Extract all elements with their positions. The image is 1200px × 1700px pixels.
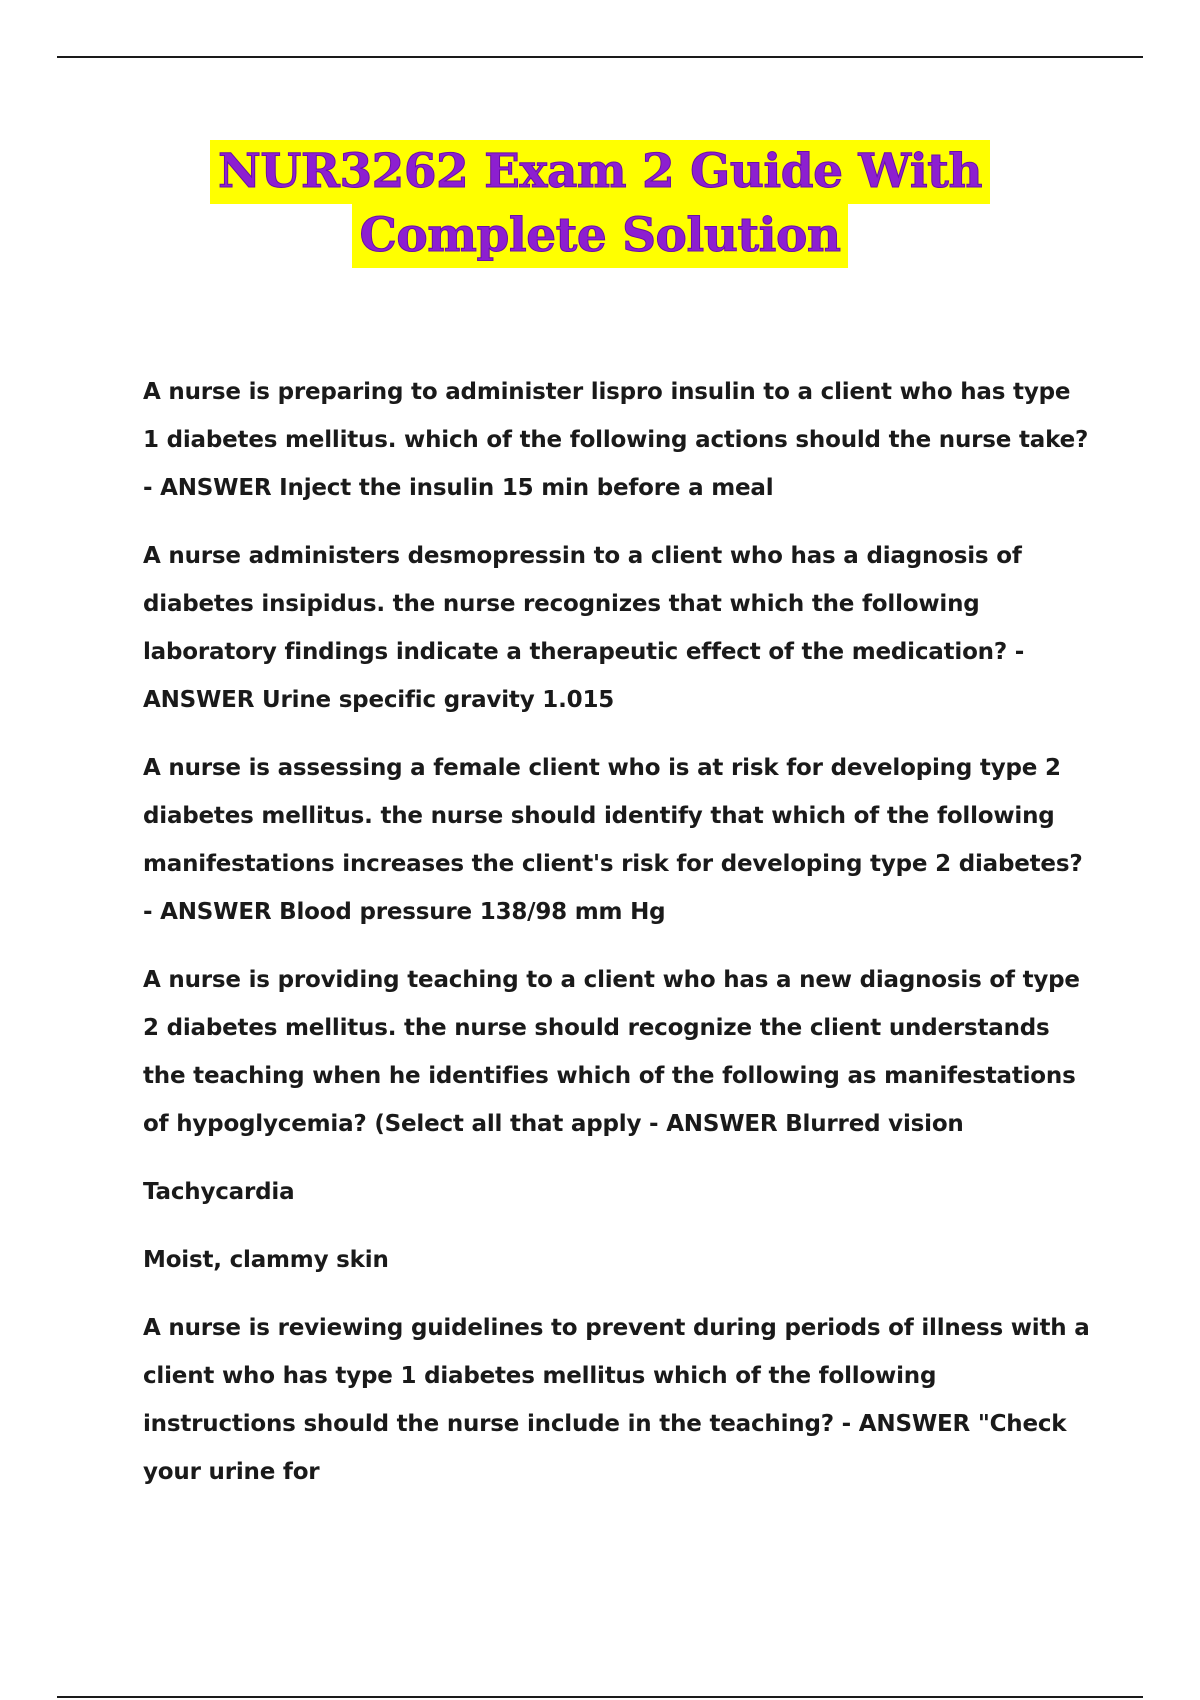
bottom-rule bbox=[57, 1696, 1143, 1698]
top-rule bbox=[57, 56, 1143, 58]
title-line-2: Complete Solution bbox=[352, 204, 849, 268]
answer-item-tachycardia: Tachycardia bbox=[143, 1179, 295, 1205]
question-paragraph-5: A nurse is reviewing guidelines to prevent during periods of illness with a client who has type 1 diabetes mellitus which of the following instructions should the nurse include in the teaching? - ANSWER "Check your urine for bbox=[143, 1315, 1090, 1485]
question-paragraph-3: A nurse is assessing a female client who is at risk for developing type 2 diabetes mellitus. the nurse should identify that which of the following manifestations increases the client's risk for developing type 2 diabetes? - ANSWER Blood pressure 138/98 mm Hg bbox=[143, 755, 1083, 925]
question-paragraph-2: A nurse administers desmopressin to a client who has a diagnosis of diabetes insipidus. the nurse recognizes that which the following laboratory findings indicate a therapeutic effect of the medication? - ANSWER Urine specific gravity 1.015 bbox=[143, 543, 1025, 713]
document-title bbox=[0, 140, 1200, 268]
question-paragraph-4: A nurse is providing teaching to a client who has a new diagnosis of type 2 diabetes mellitus. the nurse should recognize the client understands the teaching when he identifies which of the following as manifestations of hypoglycemia? (Select all that apply - ANSWER Blurred vision bbox=[143, 967, 1080, 1137]
title-line-1: NUR3262 Exam 2 Guide With bbox=[210, 140, 990, 204]
document-body bbox=[143, 368, 1093, 1516]
answer-item-moist-skin: Moist, clammy skin bbox=[143, 1247, 389, 1273]
question-paragraph-1: A nurse is preparing to administer lispro insulin to a client who has type 1 diabetes mellitus. which of the following actions should the nurse take? - ANSWER Inject the insulin 15 min before a meal bbox=[143, 379, 1089, 501]
